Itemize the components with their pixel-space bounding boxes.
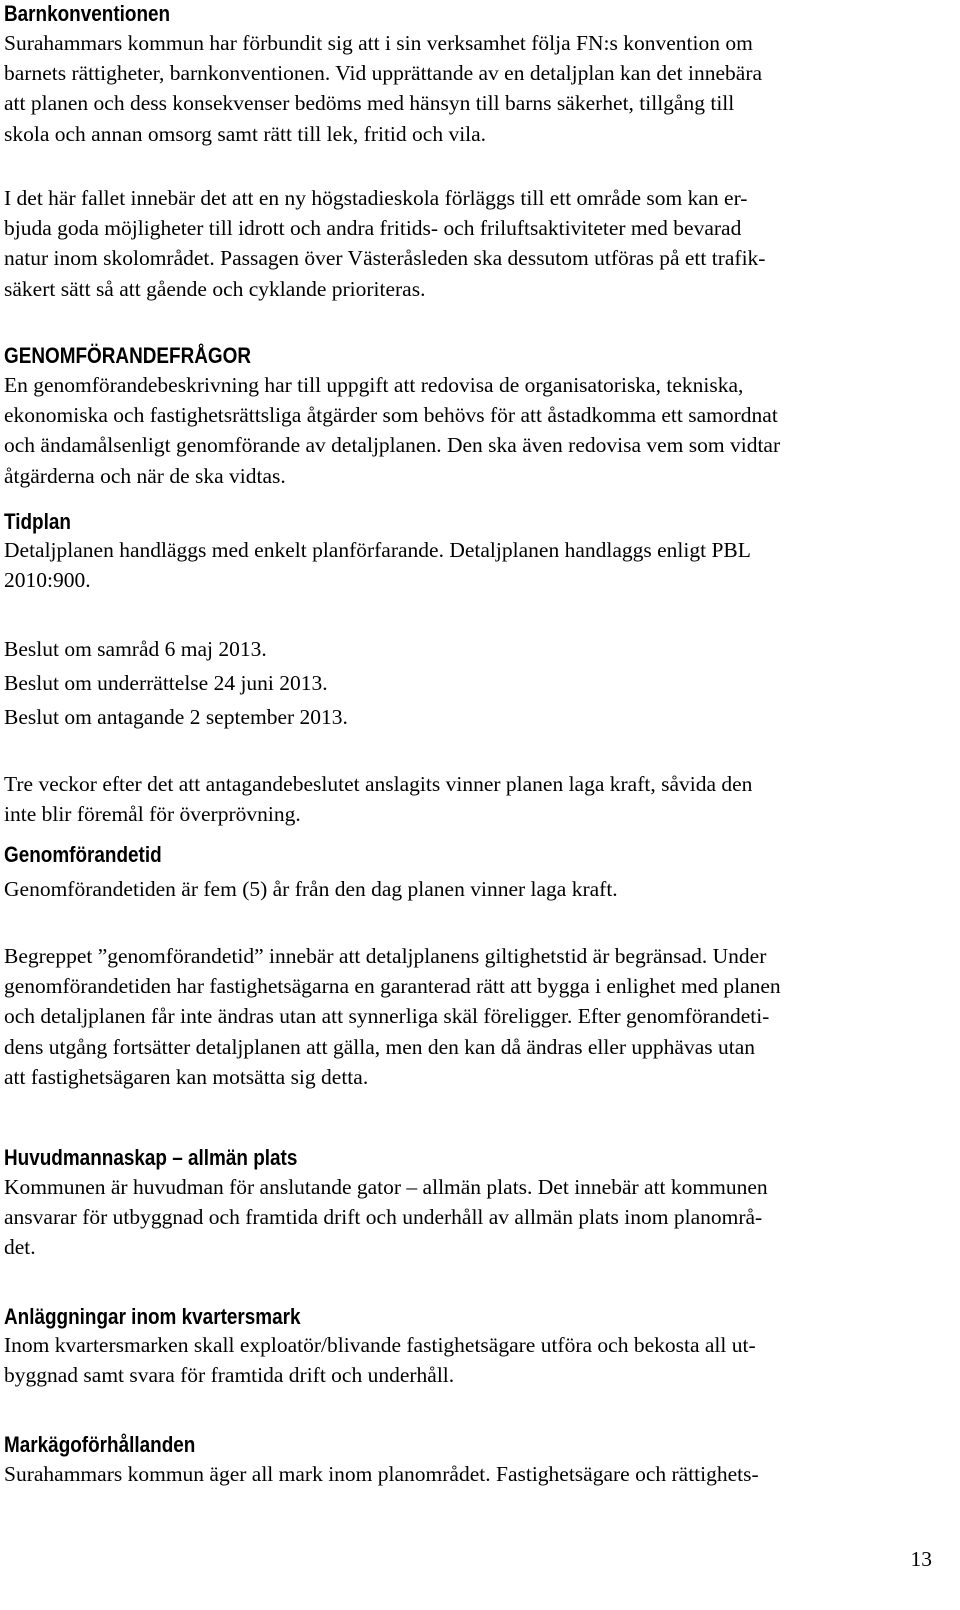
text-line: inte blir föremål för överprövning. bbox=[4, 802, 301, 827]
heading-anlaggningar: Anläggningar inom kvartersmark bbox=[4, 1304, 301, 1329]
decision-line: Beslut om underrättelse 24 juni 2013. bbox=[4, 671, 328, 695]
text-line: dens utgång fortsätter detaljplanen att gälla, men den kan då ändras eller upphävas utan bbox=[4, 1034, 756, 1059]
paragraph-barnkonventionen-2 bbox=[4, 183, 940, 304]
text-line: åtgärderna och när de ska vidtas. bbox=[4, 463, 286, 488]
heading-genomforandetid: Genomförandetid bbox=[4, 842, 162, 867]
heading-barnkonventionen: Barnkonventionen bbox=[4, 1, 171, 26]
text-line: Detaljplanen handläggs med enkelt planförfarande. Detaljplanen handlaggs enligt PBL bbox=[4, 538, 751, 562]
page-number: 13 bbox=[910, 1547, 932, 1571]
decision-line: Beslut om samråd 6 maj 2013. bbox=[4, 637, 267, 661]
text-line: En genomförandebeskrivning har till uppgift att redovisa de organisatoriska, tekniska, bbox=[4, 373, 744, 397]
text-line: Surahammars kommun äger all mark inom planområdet. Fastighetsägare och rättighets- bbox=[4, 1462, 759, 1486]
text-line: genomförandetiden har fastighetsägarna en garanterad rätt att bygga i enlighet med planen bbox=[4, 974, 781, 999]
heading-huvudmannaskap: Huvudmannaskap – allmän plats bbox=[4, 1145, 298, 1170]
text-line: ansvarar för utbyggnad och framtida drift och underhåll av allmän plats inom planområ- bbox=[4, 1205, 763, 1230]
text-line: natur inom skolområdet. Passagen över Västeråsleden ska dessutom utföras på ett trafik- bbox=[4, 246, 766, 271]
text-line: I det här fallet innebär det att en ny högstadieskola förläggs till ett område som kan er- bbox=[4, 186, 748, 210]
text-line: säkert sätt så att gående och cyklande prioriteras. bbox=[4, 276, 426, 301]
text-line: skola och annan omsorg samt rätt till lek, fritid och vila. bbox=[4, 121, 487, 146]
paragraph-tidplan-2 bbox=[4, 769, 940, 829]
text-line: att planen och dess konsekvenser bedöms med hänsyn till barns säkerhet, tillgång till bbox=[4, 91, 735, 116]
paragraph-genomforandefragor bbox=[4, 370, 940, 491]
paragraph-genomforandetid-1 bbox=[4, 874, 940, 904]
paragraph-barnkonventionen-1 bbox=[4, 28, 940, 149]
heading-genomforandefragor: GENOMFÖRANDEFRÅGOR bbox=[4, 343, 252, 368]
paragraph-huvudmannaskap bbox=[4, 1172, 940, 1263]
text-line: Genomförandetiden är fem (5) år från den dag planen vinner laga kraft. bbox=[4, 877, 618, 901]
text-line: Surahammars kommun har förbundit sig att i sin verksamhet följa FN:s konvention om bbox=[4, 31, 753, 55]
text-line: att fastighetsägaren kan motsätta sig detta. bbox=[4, 1064, 369, 1089]
text-line: och ändamålsenligt genomförande av detaljplanen. Den ska även redovisa vem som vidtar bbox=[4, 433, 781, 458]
text-line: och detaljplanen får inte ändras utan att synnerliga skäl föreligger. Efter genomförandeti- bbox=[4, 1004, 770, 1029]
text-line: ekonomiska och fastighetsrättsliga åtgärder som behövs för att åstadkomma ett samordnat bbox=[4, 403, 778, 428]
heading-markagoforhallanden: Markägoförhållanden bbox=[4, 1432, 196, 1457]
text-line: Begreppet ”genomförandetid” innebär att detaljplanens giltighetstid är begränsad. Under bbox=[4, 944, 767, 968]
text-line: det. bbox=[4, 1235, 36, 1260]
decision-line: Beslut om antagande 2 september 2013. bbox=[4, 705, 348, 729]
paragraph-anlaggningar bbox=[4, 1330, 940, 1390]
text-line: byggnad samt svara för framtida drift och underhåll. bbox=[4, 1363, 455, 1388]
heading-tidplan: Tidplan bbox=[4, 509, 71, 534]
paragraph-genomforandetid-2 bbox=[4, 941, 940, 1092]
text-line: 2010:900. bbox=[4, 568, 91, 593]
tidplan-decisions bbox=[4, 632, 940, 734]
text-line: barnets rättigheter, barnkonventionen. Vid upprättande av en detaljplan kan det innebära bbox=[4, 61, 763, 86]
text-line: bjuda goda möjligheter till idrott och andra fritids- och friluftsaktiviteter med bevarad bbox=[4, 216, 742, 241]
paragraph-markagoforhallanden bbox=[4, 1459, 940, 1489]
text-line: Inom kvartersmarken skall exploatör/blivande fastighetsägare utföra och bekosta all ut- bbox=[4, 1333, 756, 1357]
text-line: Tre veckor efter det att antagandebeslutet anslagits vinner planen laga kraft, såvida den bbox=[4, 772, 753, 796]
paragraph-tidplan-1 bbox=[4, 535, 940, 595]
text-line: Kommunen är huvudman för anslutande gator – allmän plats. Det innebär att kommunen bbox=[4, 1175, 768, 1199]
